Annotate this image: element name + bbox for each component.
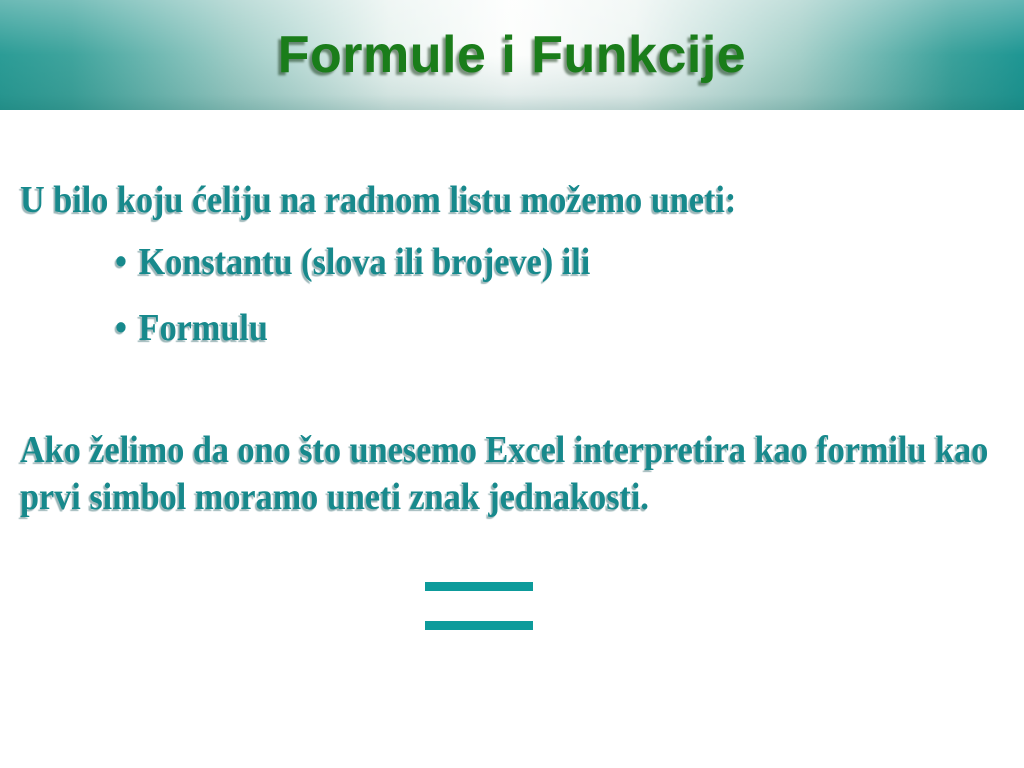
paragraph-line-1: Ako želimo da ono što unesemo Excel interpretira kao formilu kao — [20, 429, 989, 471]
equals-bar-bottom — [425, 621, 533, 630]
slide-title: Formule i Funkcije — [277, 26, 747, 84]
paragraph-line-2: prvi simbol moramo uneti znak jednakosti. — [20, 476, 649, 518]
equals-bar-gap — [425, 591, 533, 621]
equals-bar-top — [425, 582, 533, 591]
bullet-text: Konstantu (slova ili brojeve) ili — [138, 241, 591, 283]
paragraph — [20, 427, 988, 521]
bullet-item — [115, 306, 268, 350]
bullet-item — [115, 240, 590, 284]
intro-line: U bilo koju ćeliju na radnom listu možemo uneti: — [20, 179, 737, 221]
equals-symbol — [425, 582, 533, 630]
bullet-marker: • — [115, 241, 127, 283]
bullet-marker: • — [115, 307, 127, 349]
header-band — [0, 0, 1024, 110]
bullet-text: Formulu — [138, 307, 268, 349]
